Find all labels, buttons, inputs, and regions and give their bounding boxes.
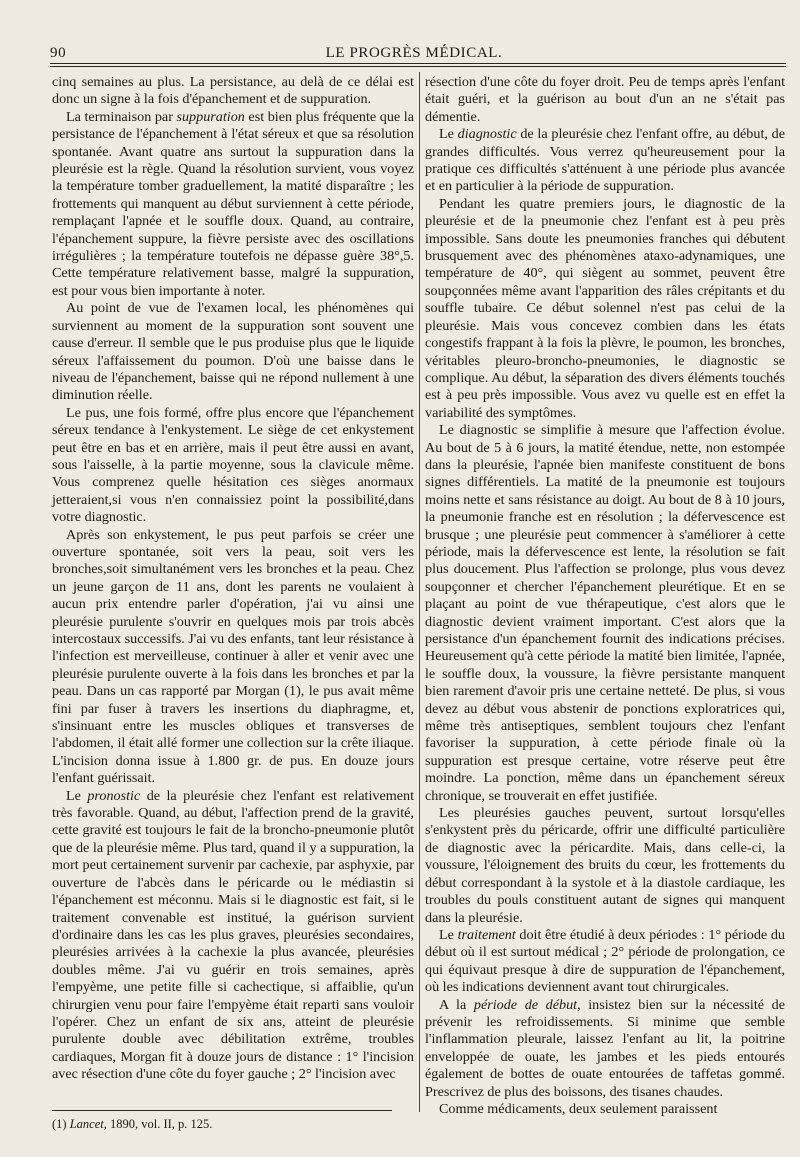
journal-title: LE PROGRÈS MÉDICAL. (325, 45, 503, 61)
paragraph: Les pleurésies gauches peuvent, surtout lorsqu'elles s'enkystent près du péricarde, offrir une difficulté particulière de diagnostic avec la péricardite. Mais, dans celle-ci, la voussure, l'éloignement des bruits du cœur, les frottements du début correspondant à la systole et à la diastole cardiaque, les troubles du pouls constituent autant de signes qui manquent dans la pleurésie. (425, 805, 785, 926)
emphasized-term: traitement (457, 926, 516, 943)
header-rule (50, 63, 786, 64)
paragraph-text: Le (66, 787, 88, 804)
paragraph-text: de la pleurésie chez l'enfant offre, au début, de grandes difficultés. Vous verrez qu'heureusement pour la pratique ces difficultés s'atténuent à une période plus avancée et en particulier à la période de suppuration. (425, 126, 786, 195)
paragraph (52, 788, 414, 1084)
paragraph-text: Le (439, 926, 458, 943)
paragraph: Au point de vue de l'examen local, les phénomènes qui surviennent au moment de la suppuration sont souvent une cause d'erreur. Il semble que le pus produise plus que le liquide séreux l'affaissement du poumon. D'où une baisse dans le niveau de l'épanchement, baisse qui ne répond nullement à une diminution réelle. (52, 300, 414, 404)
paragraph (52, 109, 414, 300)
paragraph-text: , insistez bien sur la nécessité de prévenir les refroidissements. Si minime que semble l'inflammation pleurale, laissez l'enfant au lit, la poitrine enveloppée de ouate, les jambes et les pieds entourés également de bottes de ouate entourées de taffetas gommé. Prescrivez de plus des boissons, des tisanes chaudes. (425, 996, 785, 1100)
paragraph: Le pus, une fois formé, offre plus encore que l'épanchement séreux tendance à l'enkystement. Le siège de cet enkystement peut être en bas et en arrière, mais il peut être aussi en avant, sous l'aisselle, à la partie moyenne, sous la clavicule même. Vous comprenez quelle hésitation ces sièges anormaux jetteraient,si vous n'en connaissiez point la possibilité,dans votre diagnostic. (52, 404, 414, 526)
paragraph: résection d'une côte du foyer droit. Peu de temps après l'enfant était guéri, et la guérison au bout d'un an ne s'était pas démentie. (425, 74, 785, 125)
paragraph-text: doit être étudié à deux périodes : 1° période du début où il est surtout médical ; 2° période de prolongation, ce qui équivaut presque à dire de suppuration de l'épanchement, où les indications deviennent avant tout chirurgicales. (425, 926, 785, 996)
page-number: 90 (50, 45, 67, 61)
paragraph: Après son enkystement, le pus peut parfois se créer une ouverture spontanée, soit vers la peau, soit vers les bronches,soit simultanément vers les bronches et la peau. Chez un jeune garçon de 11 ans, dont les parents ne voulaient à aucun prix entendre parler d'opération, j'ai vu ainsi une pleurésie purulente s'ouvrir en quelques mois par trois abcès intercostaux successifs. J'ai vu des enfants, tant leur résistance à l'infection est merveilleuse, continuer à aller et venir avec une pleurésie purulente ouverte à la fois dans les bronches et par la peau. Dans un cas rapporté par Morgan (1), le pus avait même fini par fuser à travers les insertions du diaphragme, et, s'insinuant entre les muscles obliques et transverses de l'abdomen, il était allé former une collection sur la crête iliaque. L'incision donna issue à 1.800 gr. de pus. En douze jours l'enfant guérissait. (52, 526, 414, 787)
header-rule-double (50, 66, 786, 67)
left-column (52, 74, 414, 1084)
paragraph-text: Le (439, 126, 458, 143)
emphasized-term: période de début (473, 996, 578, 1013)
paragraph-text: est bien plus fréquente que la persistance de l'épanchement à l'état séreux et que sa résolution spontanée. Avant quatre ans surtout la suppuration dans la pleurésie est la règle. Quand la résolution survient, vous voyez la température tomber graduellement, la matité disparaître ; les frottements qui manquent au début surviennent à cette période, remplaçant l'apnée et le souffle doux. Quand, au contraire, l'épanchement suppure, la fièvre persiste avec des oscillations irrégulières ; la température toutefois ne dépasse guère 38°,5. Cette température relativement basse, malgré la suppuration, est pour vous bien importante à noter. (52, 108, 414, 299)
emphasized-term: pronostic (87, 787, 141, 804)
paragraph-text: La terminaison par (66, 108, 177, 125)
footnote-source: Lancet (69, 1117, 104, 1131)
footnote-text: , 1890, vol. II, p. 125. (103, 1117, 213, 1131)
paragraph-text: de la pleurésie chez l'enfant est relativement très favorable. Quand, au début, l'affection prend de la gravité, cette gravité est toujours le fait de la broncho-pneumonie plutôt que de la pleurésie même. Plus tard, quand il y a suppuration, la mort peut certainement survenir par cachexie, par asphyxie, par ouverture de l'abcès dans le péricarde ou le médiastin si l'épanchement est méconnu. Mais si le diagnostic est fait, si le traitement convenable est institué, la guérison survient d'ordinaire dans les cas les plus graves, pleurésies secondaires, pleurésies arrivées à la cachexie la plus avancée, pleurésies doubles même. J'ai vu guérir en trois semaines, après l'empyème, une petite fille si cachectique, si affaiblie, qu'un chirurgien venu pour faire l'empyème était reparti sans vouloir l'opérer. Chez un enfant de six ans, atteint de pleurésie purulente double avec débilitation extrême, troubles cardiaques, Morgan fit à douze jours de distance : 1° l'incision avec résection d'une côte du foyer gauche ; 2° l'incision avec (52, 787, 415, 1083)
paragraph-text: A la (439, 996, 474, 1013)
column-divider (419, 72, 420, 1112)
right-column (425, 74, 785, 1118)
paragraph: cinq semaines au plus. La persistance, au delà de ce délai est donc un signe à la fois d'épanchement et de suppuration. (52, 74, 414, 108)
emphasized-term: diagnostic (457, 126, 517, 143)
paragraph: Le diagnostic se simplifie à mesure que l'affection évolue. Au bout de 5 à 6 jours, la matité étendue, nette, non estompée dans la pleurésie, l'apnée bien manifeste constituent de bons signes différentiels. La matité de la pneumonie est toujours moins nette et sans résistance au doigt. Au bout de 8 à 10 jours, la pneumonie franche est en résolution ; la défervescence est brusque ; une pleurésie peut commencer à s'améliorer à cette période, mais la défervescence est lente, la résolution se fait plus doucement. Plus l'affection se prolonge, plus vous devez soupçonner et chercher l'épanchement pleurétique. Et en se plaçant au point de vue thérapeutique, c'est alors que le diagnostic devient vraiment important. C'est alors que la persistance d'un épanchement fournit des indications précises. Heureusement qu'à cette période la matité bien limitée, l'apnée, le souffle doux, la voussure, la fièvre persistante manquent bien rarement d'avoir pris une certaine netteté. De plus, si vous devez au début vous abstenir de ponctions exploratrices qui, même très antiseptiques, semblent toujours chez l'enfant favoriser la suppuration, à cette période finale où la suppuration est presque certaine, votre réserve peut être moindre. La ponction, même dans un épanchement séreux chronique, se trouverait en effet justifiée. (425, 422, 785, 804)
paragraph: Comme médicaments, deux seulement paraissent (439, 1100, 718, 1117)
paragraph: Pendant les quatre premiers jours, le diagnostic de la pleurésie et de la pneumonie chez l'enfant est à peu près impossible. Sans doute les pneumonies franches qui débutent brusquement avec des phénomènes ataxo-adynamiques, une température de 40°, qui siègent au sommet, peuvent être soupçonnées même avant l'apparition des râles crépitants et du souffle tubaire. Ce début solennel n'est pas celui de la pleurésie. Mais vous concevez combien dans les états congestifs frappant à la fois la plèvre, le poumon, les bronches, véritables pleuro-broncho-pneumonies, le diagnostic se complique. Au début, la séparation des divers éléments touchés est à peu près impossible. Vous avez vu quelle est en effet la variabilité des symptômes. (425, 195, 785, 421)
emphasized-term: suppuration (176, 108, 245, 125)
paragraph (425, 997, 785, 1101)
paragraph (425, 126, 785, 196)
footnote-marker: (1) (52, 1117, 70, 1131)
footnote-rule (52, 1110, 392, 1111)
footnote (52, 1117, 414, 1132)
paragraph (425, 927, 785, 997)
